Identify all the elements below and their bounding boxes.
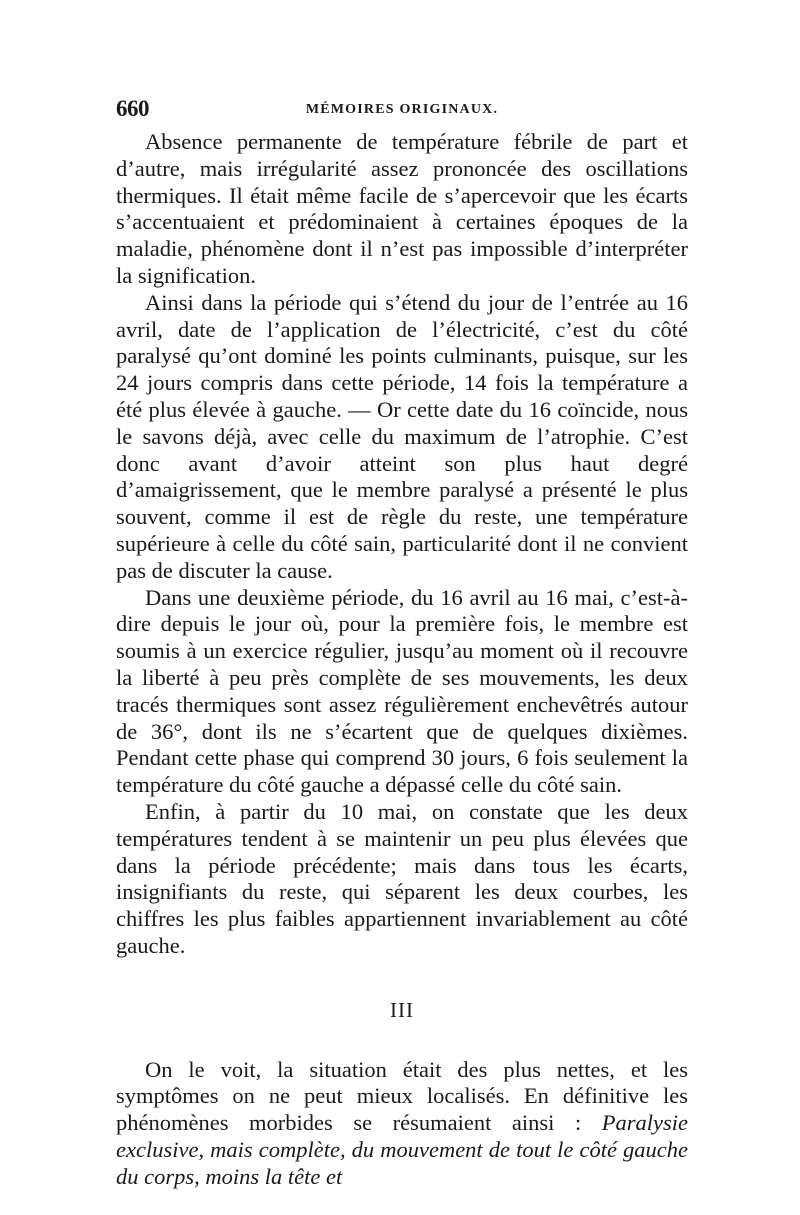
paragraph-5-text: On le voit, la situation était des plus nettes, et les symptômes on ne peut mieux localisés. En définitive les phénomènes morbides se résumaient ainsi : <box>116 1056 688 1136</box>
paragraph-3: Dans une deuxième période, du 16 avril au 16 mai, c’est-à-dire depuis le jour où, pour la première fois, le membre est soumis à un exercice régulier, jusqu’au moment où il recouvre la liberté à peu près complète de ses mouvements, les deux tracés thermiques sont assez régulièrement enchevêtrés autour de 36°, dont ils ne s’écartent que de quelques dixièmes. Pendant cette phase qui comprend 30 jours, 6 fois seulement la température du côté gauche a dépassé celle du côté sain. <box>116 584 688 798</box>
paragraph-1: Absence permanente de température fébrile de part et d’autre, mais irrégularité assez prononcée des oscillations thermiques. Il était même facile de s’apercevoir que les écarts s’accentuaient et prédominaient à certaines époques de la maladie, phénomène dont il n’est pas impossible d’interpréter la signification. <box>116 129 688 288</box>
paragraph-4: Enfin, à partir du 10 mai, on constate que les deux températures tendent à se maintenir un peu plus élevées que dans la période précédente; mais dans tous les écarts, insignifiants du reste, qui séparent les deux courbes, les chiffres les plus faibles appartiennent invariablement au côté gauche. <box>116 798 688 958</box>
paragraph-2: Ainsi dans la période qui s’étend du jour de l’entrée au 16 avril, date de l’application de l’électricité, c’est du côté paralysé qu’ont dominé les points culminants, puisque, sur les 24 jours compris dans cette période, 14 fois la température a été plus élevée à gauche. — Or cette date du 16 coïncide, nous le savons déjà, avec celle du maximum de l’atrophie. C’est donc avant d’avoir atteint son plus haut degré d’amaigrissement, que le membre paralysé a présenté le plus souvent, comme il est de règle du reste, une température supérieure à celle du côté sain, particularité dont il ne convient pas de discuter la cause. <box>116 289 688 583</box>
running-head: MÉMOIRES ORIGINAUX. <box>305 102 499 117</box>
paragraph-5 <box>116 1057 688 1191</box>
page-number: 660 <box>116 96 149 121</box>
section-heading: III <box>390 997 414 1022</box>
paragraph-5-italic: Paralysie exclusive, mais complète, du mouvement de tout le côté gauche du corps, moins la tête et <box>116 1110 688 1189</box>
page-header <box>116 96 688 122</box>
body-text <box>116 129 688 1190</box>
